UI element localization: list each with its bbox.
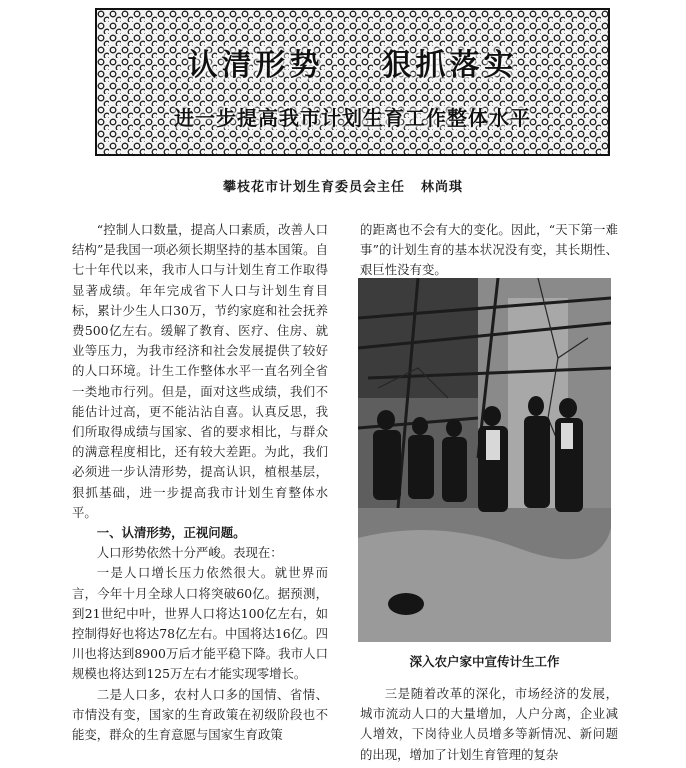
photo-caption: 深入农户家中宣传计生工作 xyxy=(409,654,560,669)
paragraph: 的距离也不会有大的变化。因此，“天下第一难事”的计划生育的基本状况没有变，其长期性、艰巨性没有变。 xyxy=(360,222,618,278)
section-heading: 一、认清形势，正视问题。 xyxy=(96,525,246,541)
paragraph: 二是人口多，农村人口多的国情、省情、市情没有变，国家的生育政策在初级阶段也不能变，群众的生育意愿与国家生育政策 xyxy=(72,686,328,743)
byline-org: 攀枝花市计划生育委员会主任 xyxy=(222,180,405,195)
paragraph: 人口形势依然十分严峻。表现在： xyxy=(96,545,283,561)
headline xyxy=(97,40,608,84)
paragraph: 一是人口增长压力依然很大。就世界而言，今年十月全球人口将突破60亿。据预测，到21世纪中叶，世界人口将达100亿左右，如控制得好也将达78亿左右。中国将达16亿。四川也将达到8900万后才能平稳下降。我市人口规模也将达到125万左右才能实现零增长。 xyxy=(72,565,328,682)
right-column-bottom xyxy=(360,684,618,765)
byline-author: 林尚琪 xyxy=(421,180,464,195)
headline-part1: 认清形势 xyxy=(187,48,324,83)
title-banner xyxy=(95,8,610,156)
right-column-top xyxy=(360,220,618,281)
subheadline: 进一步提高我市计划生育工作整体水平 xyxy=(174,106,531,130)
paragraph: 三是随着改革的深化，市场经济的发展，城市流动人口的大量增加，人户分离，企业减人增效，下岗待业人员增多等新情况、新问题的出现，增加了计划生育管理的复杂 xyxy=(360,686,618,762)
paragraph: “控制人口数量，提高人口素质，改善人口结构”是我国一项必须长期坚持的基本国策。自七十年代以来，我市人口与计划生育工作取得显著成绩。年年完成省下人口与计划生育目标，累计少生人口30万，节约家庭和社会抚养费500亿左右。缓解了教育、医疗、住房、就业等压力，为我市经济和社会发展提供了较好的人口环境。计生工作整体水平一直名列全省一类地市行列。但是，面对这些成绩，我们不能估计过高，更不能沾沾自喜。认真反思，我们所取得成绩与国家、省的要求相比，与群众的满意程度相比，还有较大差距。为此，我们必须进一步认清形势，提高认识，植根基层，狠抓基础，进一步提高我市计划生育整体水平。 xyxy=(72,222,328,520)
left-column xyxy=(72,220,328,745)
photo-village-visit xyxy=(358,278,611,642)
headline-part2: 狠抓落实 xyxy=(381,48,518,83)
byline xyxy=(0,176,686,195)
